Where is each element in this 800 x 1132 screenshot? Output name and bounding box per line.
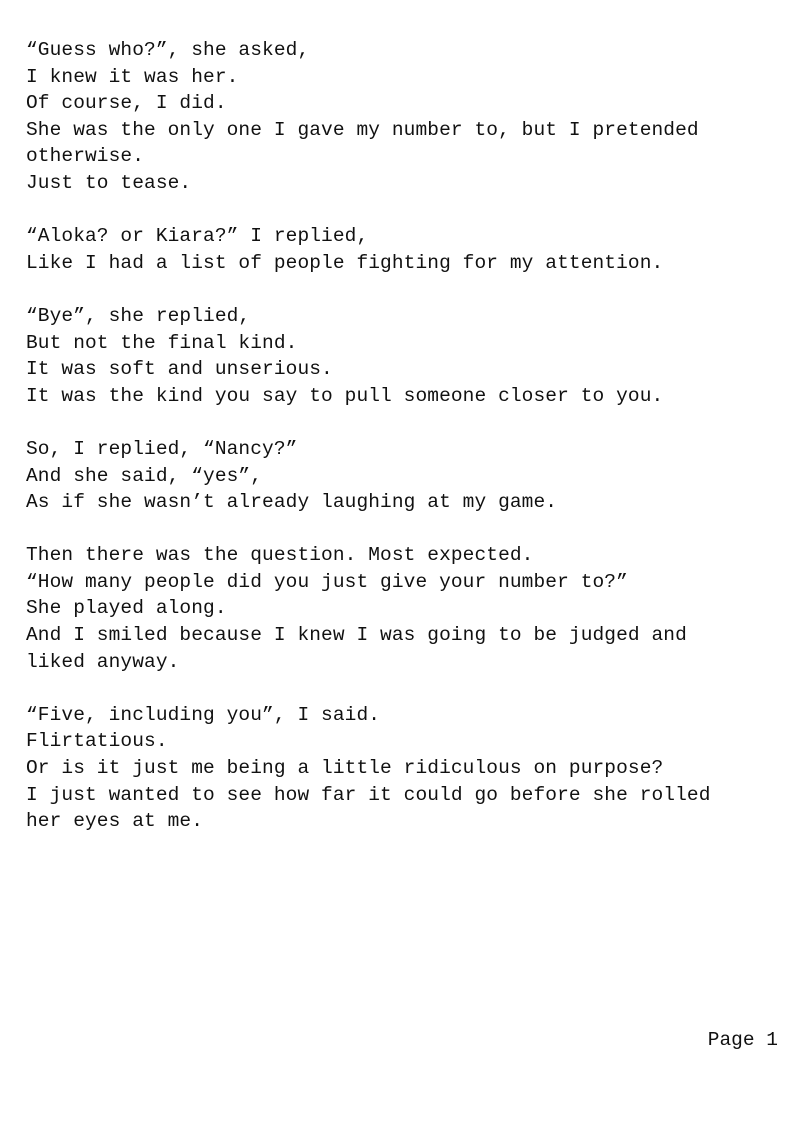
poem-line: Flirtatious. bbox=[26, 730, 168, 753]
poem-line: It was soft and unserious. bbox=[26, 358, 333, 381]
poem-line: “How many people did you just give your number to?” bbox=[26, 570, 628, 593]
stanza-2 bbox=[26, 223, 786, 276]
poem-line: She played along. bbox=[26, 597, 227, 620]
poem-line: She was the only one I gave my number to, but I pretended bbox=[26, 118, 699, 141]
stanza-1 bbox=[26, 37, 786, 197]
poem-line: Of course, I did. bbox=[26, 92, 227, 115]
poem-line: “Five, including you”, I said. bbox=[26, 703, 381, 726]
poem-line: As if she wasn’t already laughing at my game. bbox=[26, 491, 558, 514]
stanza-5 bbox=[26, 542, 786, 675]
poem-line: liked anyway. bbox=[26, 650, 180, 673]
poem-line: “Aloka? or Kiara?” I replied, bbox=[26, 225, 369, 248]
poem-body bbox=[26, 37, 786, 861]
stanza-6 bbox=[26, 702, 786, 835]
poem-line: I just wanted to see how far it could go before she rolled bbox=[26, 783, 711, 806]
poem-line: And I smiled because I knew I was going to be judged and bbox=[26, 624, 687, 647]
poem-line: Just to tease. bbox=[26, 171, 192, 194]
poem-line: So, I replied, “Nancy?” bbox=[26, 437, 298, 460]
poem-line: her eyes at me. bbox=[26, 810, 204, 833]
poem-line: But not the final kind. bbox=[26, 331, 298, 354]
poem-line: “Guess who?”, she asked, bbox=[26, 39, 310, 61]
poem-line: Like I had a list of people fighting for my attention. bbox=[26, 251, 664, 274]
stanza-4 bbox=[26, 436, 786, 516]
poem-line: And she said, “yes”, bbox=[26, 464, 263, 487]
poem-line: Or is it just me being a little ridiculous on purpose? bbox=[26, 757, 664, 780]
poem-line: It was the kind you say to pull someone closer to you. bbox=[26, 384, 664, 407]
poem-line: I knew it was her. bbox=[26, 65, 239, 88]
poem-line: Then there was the question. Most expected. bbox=[26, 544, 534, 567]
poem-line: “Bye”, she replied, bbox=[26, 304, 251, 327]
stanza-3 bbox=[26, 303, 786, 409]
page-number: Page 1 bbox=[707, 1029, 778, 1051]
poem-line: otherwise. bbox=[26, 145, 145, 168]
